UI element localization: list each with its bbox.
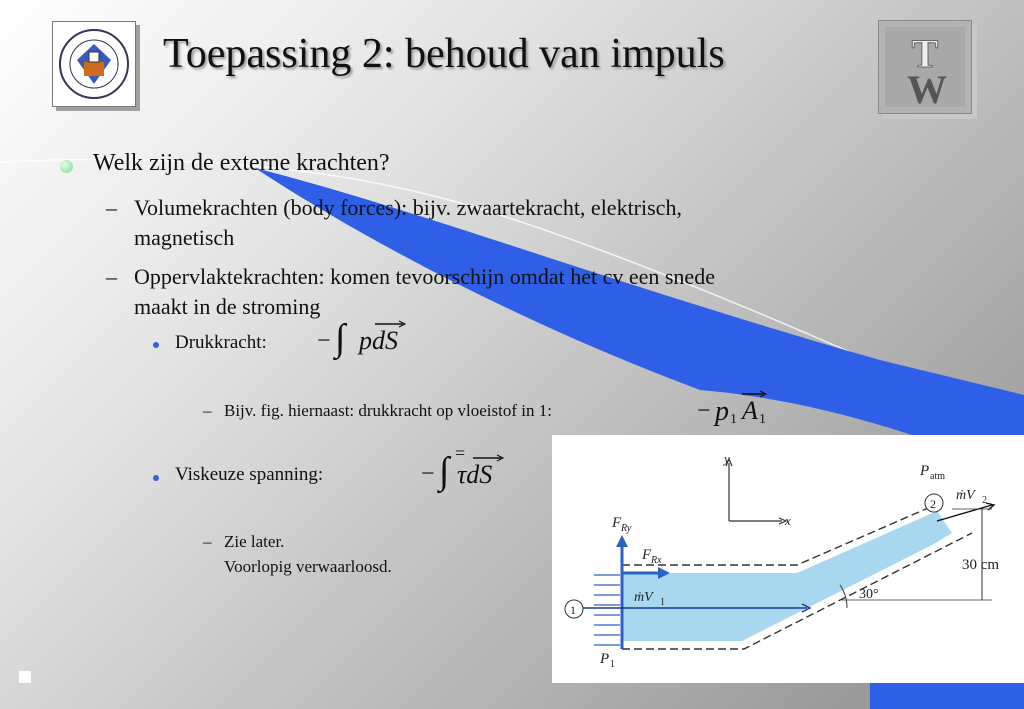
dash-marker: – (203, 532, 212, 551)
fry-sub: Ry (621, 523, 632, 534)
pressure-example-formula (697, 388, 777, 434)
bullet-blue (153, 342, 159, 348)
formula-body: pdS (359, 326, 398, 355)
patm-sub: atm (930, 471, 945, 482)
slide-marker (19, 671, 31, 683)
viscous-stress-label: Viskeuze spanning: (175, 464, 324, 485)
p1-sub: 1 (610, 659, 615, 670)
vector-arrow (375, 320, 407, 328)
bullet-green (60, 160, 73, 173)
frx-label: F (642, 547, 652, 563)
tw-logo (878, 20, 972, 114)
p1-label: P (600, 651, 610, 667)
formula-minus: − (421, 461, 435, 487)
volume-forces-line2: magnetisch (134, 225, 235, 250)
see-later-line1: Zie later. (224, 532, 285, 551)
angle-label: 30° (859, 587, 879, 602)
university-logo (52, 21, 136, 107)
vector-arrow (473, 454, 505, 462)
formula-p: p (715, 396, 729, 427)
surface-forces-line2: maakt in de stroming (134, 294, 321, 319)
pressure-force-label: Drukkracht: (175, 332, 267, 353)
see-later-line2: Voorlopig verwaarloosd. (224, 557, 392, 576)
example-line: Bijv. fig. hiernaast: drukkracht op vloeistof in 1: (224, 401, 552, 420)
integral-sign: ∫ (439, 450, 450, 492)
viscous-stress-formula (421, 443, 521, 499)
mv1-sub: 1 (660, 597, 665, 608)
bullet-question: Welk zijn de externe krachten? (93, 150, 390, 176)
patm-label: P (920, 463, 930, 479)
bullet-blue (153, 475, 159, 481)
formula-sub: 1 (730, 412, 737, 427)
mv2-label: ṁV (956, 488, 975, 503)
pressure-force-formula (317, 318, 417, 366)
svg-text:W: W (907, 67, 947, 112)
page-title: Toepassing 2: behoud van impuls (163, 31, 725, 77)
surface-forces-line1: Oppervlaktekrachten: komen tevoorschijn omdat het cv een snede (134, 264, 715, 289)
formula-minus: − (697, 398, 711, 424)
fluid-region (622, 511, 952, 641)
fry-label: F (612, 515, 622, 531)
axis-y-label: y (724, 451, 730, 466)
mv1-label: ṁV (634, 590, 653, 605)
integral-sign: ∫ (335, 317, 346, 359)
dash-marker: – (106, 264, 117, 289)
volume-forces-line1: Volumekrachten (body forces): bijv. zwaartekracht, elektrisch, (134, 195, 682, 220)
svg-text:T: T (911, 31, 939, 76)
axis-x-label: x (785, 513, 791, 528)
station-1: 1 (570, 603, 576, 617)
formula-body: τdS (457, 460, 493, 489)
formula-minus: − (317, 328, 331, 354)
station-2: 2 (930, 497, 936, 511)
formula-sub: 1 (759, 412, 766, 427)
tensor-mark: = (455, 443, 466, 463)
frx-sub: Rx (651, 555, 662, 566)
dash-marker: – (203, 401, 212, 420)
distance-label: 30 cm (962, 557, 1000, 573)
dash-marker: – (106, 195, 117, 220)
vector-arrow (742, 390, 768, 398)
nozzle-figure (552, 435, 1024, 683)
mv2-sub: 2 (982, 495, 987, 506)
formula-a: A (742, 396, 758, 425)
